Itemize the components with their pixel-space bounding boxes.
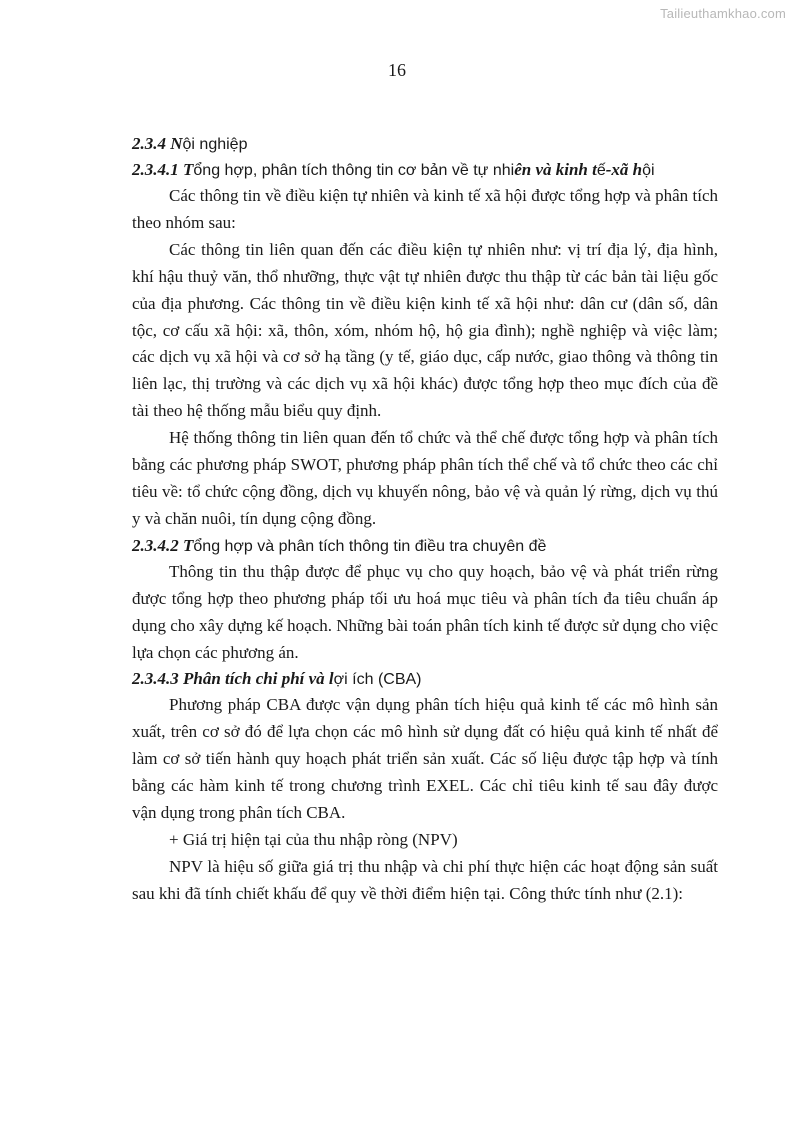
heading-title-part: ế <box>596 162 606 179</box>
heading-number: 2.3.4.3 Phân tích chi phí và l <box>132 669 334 689</box>
paragraph: NPV là hiệu số giữa giá trị thu nhập và chi phí thực hiện các hoạt động sản suất sau khi đã tính chiết khấu để quy về thời điểm hiện tại. Công thức tính như (2.1): <box>132 856 718 903</box>
heading-2-3-4-3 <box>132 666 718 692</box>
watermark: Tailieuthamkhao.com <box>660 6 786 21</box>
heading-title-part: ổng hợp, phân tích thông tin cơ bản về tự nhi <box>193 162 515 179</box>
page-number: 16 <box>388 60 406 80</box>
paragraph: Các thông tin liên quan đến các điều kiện tự nhiên như: vị trí địa lý, địa hình, khí hậu thuỷ văn, thổ nhưỡng, thực vật tự nhiên được thu thập từ các bản tài liệu gốc của địa phương. Các thông tin về điều kiện kinh tế xã hội như: dân cư (dân số, dân tộc, cơ cấu xã hội: xã, thôn, xóm, nhóm hộ, hộ gia đình); nghề nghiệp và việc làm; các dịch vụ xã hội và cơ sở hạ tầng (y tế, giáo dục, cấp nước, giao thông và thông tin liên lạc, thị trường và các dịch vụ xã hội khác) được tổng hợp theo mục đích của đề tài theo hệ thống mẫu biểu quy định. <box>132 239 718 421</box>
paragraph: + Giá trị hiện tại của thu nhập ròng (NPV) <box>169 829 458 849</box>
heading-title-part: ên và kinh t <box>514 160 597 179</box>
heading-title: ội nghiệp <box>182 136 248 153</box>
paragraph: Phương pháp CBA được vận dụng phân tích hiệu quả kinh tế các mô hình sản xuất, trên cơ sở đó để lựa chọn các mô hình sử dụng đất có hiệu quả kinh tế nhất để làm cơ sở tiến hành quy hoạch phát triển sản xuất. Các số liệu được tập hợp và tính bằng các hàm kinh tế trong chương trình EXEL. Các chỉ tiêu kinh tế sau đây được vận dụng trong phân tích CBA. <box>132 695 718 823</box>
heading-title: ợi ích (CBA) <box>333 671 422 689</box>
heading-number: 2.3.4 N <box>132 134 183 153</box>
heading-title-part: ội <box>642 162 655 179</box>
heading-number: 2.3.4.1 T <box>132 160 194 179</box>
heading-title: ổng hợp và phân tích thông tin điều tra chuyên đề <box>193 537 547 555</box>
paragraph: Thông tin thu thập được để phục vụ cho quy hoạch, bảo vệ và phát triển rừng được tổng hợp theo phương pháp tối ưu hoá mục tiêu và phân tích đa tiêu chuẩn áp dụng cho xây dựng kế hoạch. Những bài toán phân tích kinh tế được sử dụng cho việc lựa chọn các phương án. <box>132 561 718 662</box>
paragraph: Hệ thống thông tin liên quan đến tổ chức và thể chế được tổng hợp và phân tích bằng các phương pháp SWOT, phương pháp phân tích thể chế và tổ chức theo các chỉ tiêu về: tổ chức cộng đồng, dịch vụ khuyến nông, bảo vệ và quản lý rừng, dịch vụ thú y và chăn nuôi, tín dụng cộng đồng. <box>132 428 718 528</box>
heading-2-3-4-2 <box>132 533 718 559</box>
heading-title-part: -xã h <box>605 160 643 179</box>
document-body <box>132 131 718 908</box>
heading-2-3-4 <box>132 131 718 157</box>
heading-number: 2.3.4.2 T <box>132 535 194 555</box>
paragraph: Các thông tin về điều kiện tự nhiên và kinh tế xã hội được tổng hợp và phân tích theo nhóm sau: <box>132 186 718 232</box>
heading-2-3-4-1 <box>132 157 718 183</box>
